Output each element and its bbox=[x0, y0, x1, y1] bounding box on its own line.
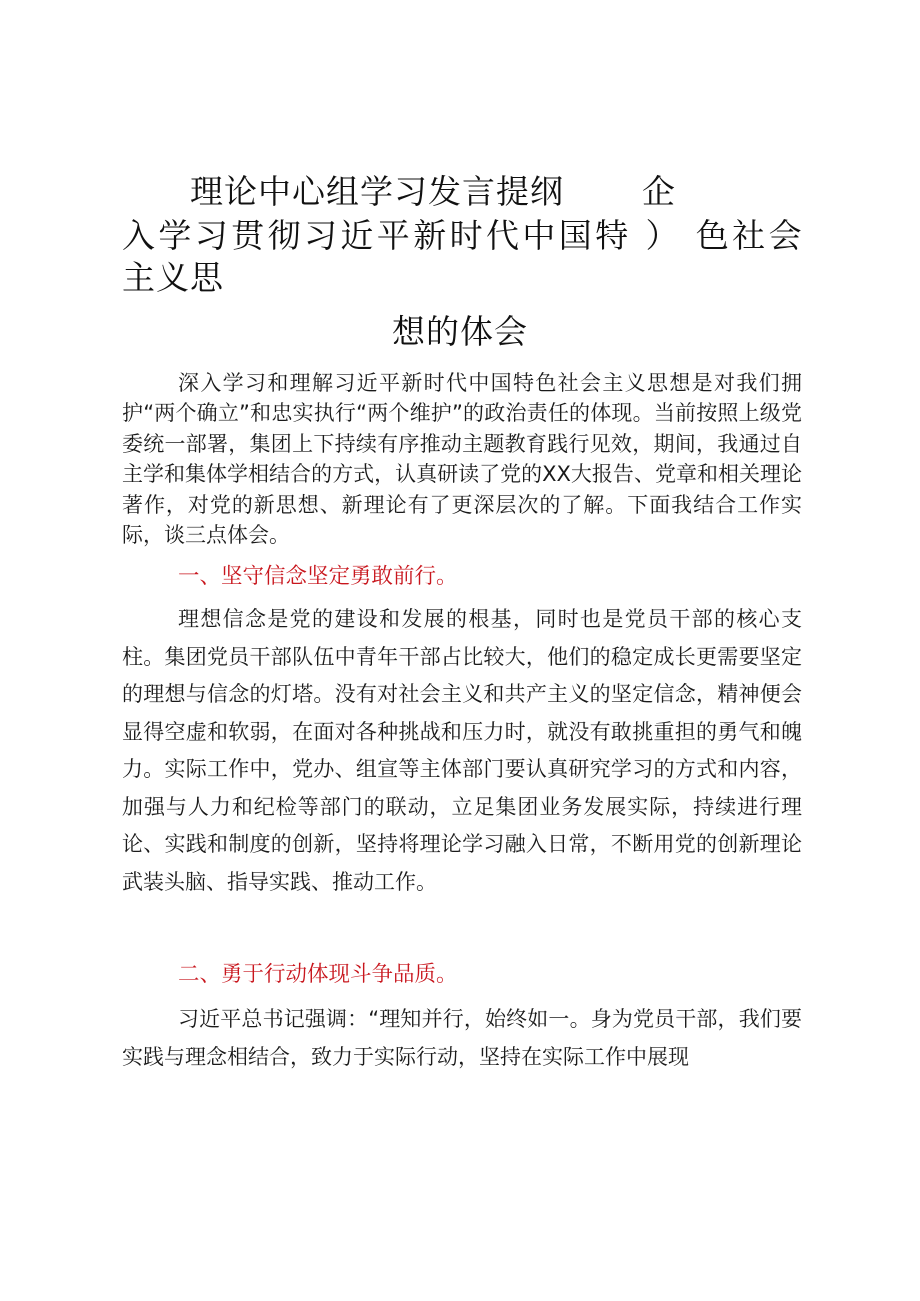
title-line-1: 理论中心组学习发言提纲 bbox=[190, 172, 564, 211]
section-heading-2: 二、勇于行动体现斗争品质。 bbox=[178, 962, 458, 987]
section-paragraph-1: 理想信念是党的建设和发展的根基，同时也是党员干部的核心支柱。集团党员干部队伍中青年干部占比较大，他们的稳定成长更需要坚定的理想与信念的灯塔。没有对社会主义和共产主义的坚定信念，精神便会显得空虚和软弱，在面对各种挑战和压力时，就没有敢挑重担的勇气和魄力。实际工作中，党办、组宣等主体部门要认真研究学习的方式和内容，加强与人力和纪检等部门的联动，立足集团业务发展实际，持续进行理论、实践和制度的创新，坚持将理论学习融入日常，不断用党的创新理论武装头脑、指导实践、推动工作。 bbox=[122, 607, 802, 894]
title-line-2: 入学习贯彻习近平新时代中国特 ） 色社会 bbox=[122, 216, 805, 255]
section-heading-1: 一、坚守信念坚定勇敢前行。 bbox=[178, 564, 458, 589]
title-line-4: 想的体会 bbox=[392, 312, 528, 351]
intro-paragraph: 深入学习和理解习近平新时代中国特色社会主义思想是对我们拥护“两个确立”和忠实执行“两个维护”的政治责任的体现。当前按照上级党委统一部署，集团上下持续有序推动主题教育践行见效，期间，我通过自主学和集体学相结合的方式，认真研读了党的XX大报告、党章和相关理论著作，对党的新思想、新理论有了更深层次的了解。下面我结合工作实际，谈三点体会。 bbox=[122, 371, 802, 548]
title-line-3: 主义思 bbox=[122, 258, 224, 297]
title-line-1-fragment: 企 bbox=[642, 172, 675, 211]
section-paragraph-2: 习近平总书记强调：“理知并行，始终如一。身为党员干部，我们要实践与理念相结合，致力于实际行动，坚持在实际工作中展现 bbox=[122, 1007, 802, 1069]
